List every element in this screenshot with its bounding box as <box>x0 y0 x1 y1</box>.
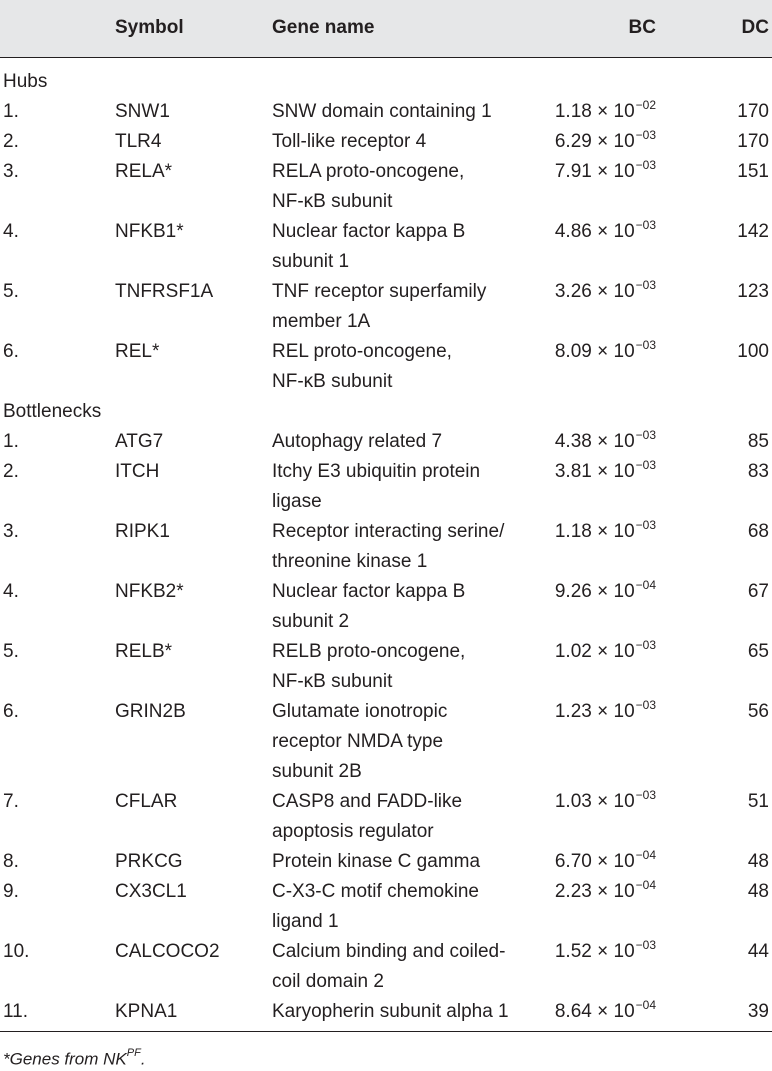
footnote-text: *Genes from NK <box>3 1049 127 1069</box>
bc-exponent: −04 <box>635 998 656 1012</box>
row-number: 11. <box>3 1001 29 1022</box>
section-label: Bottlenecks <box>3 401 102 422</box>
bc-value: $4.38 \times 10^{-03}$ <box>554 428 656 452</box>
gene-symbol: REL* <box>115 341 160 362</box>
bc-mantissa: 1.23 <box>554 701 592 722</box>
gene-name-line: CASP8 and FADD-like <box>272 791 463 812</box>
gene-name-line: C-X3-C motif chemokine <box>272 881 479 902</box>
dc-value: 68 <box>747 521 769 542</box>
bc-exponent: −03 <box>635 938 656 952</box>
header-rule <box>0 57 772 58</box>
bc-mantissa: 8.64 <box>554 1001 592 1022</box>
bc-exponent: −04 <box>635 578 656 592</box>
bc-exponent: −03 <box>635 128 656 142</box>
bc-mantissa: 4.86 <box>554 221 592 242</box>
gene-name-line: Glutamate ionotropic <box>272 701 448 722</box>
bc-value: $6.29 \times 10^{-03}$ <box>554 128 656 152</box>
gene-name-line: ligand 1 <box>272 911 339 932</box>
gene-name-line: member 1A <box>272 311 371 332</box>
dc-value: 51 <box>747 791 769 812</box>
header-bc: BC <box>628 17 656 38</box>
row-number: 1. <box>3 431 19 452</box>
bc-mantissa: 6.29 <box>554 131 592 152</box>
gene-name-line: receptor NMDA type <box>272 731 444 752</box>
gene-name-line: REL proto-oncogene, <box>272 341 452 362</box>
dc-value: 85 <box>747 431 769 452</box>
gene-name <box>272 847 480 877</box>
row-number: 4. <box>3 581 19 602</box>
bc-exponent: −03 <box>635 428 656 442</box>
row-number: 2. <box>3 461 19 482</box>
gene-name <box>272 877 479 937</box>
gene-name-line: subunit 2B <box>272 761 362 782</box>
row-number: 3. <box>3 521 19 542</box>
dc-value: 123 <box>737 281 769 302</box>
footnote-suffix: . <box>140 1049 146 1069</box>
dc-value: 39 <box>747 1001 769 1022</box>
gene-name <box>272 517 504 577</box>
gene-name-line: ligase <box>272 491 322 512</box>
bc-mantissa: 1.52 <box>554 941 592 962</box>
gene-symbol: RELB* <box>115 641 173 662</box>
bc-exponent: −02 <box>635 98 656 112</box>
section-label: Hubs <box>3 71 48 92</box>
bc-exponent: −03 <box>635 158 656 172</box>
gene-name <box>272 937 505 997</box>
header-dc: DC <box>741 17 769 38</box>
bc-exponent: −03 <box>635 518 656 532</box>
row-number: 4. <box>3 221 19 242</box>
gene-name-line: Protein kinase C gamma <box>272 851 481 872</box>
gene-symbol: RELA* <box>115 161 173 182</box>
gene-name-line: Itchy E3 ubiquitin protein <box>272 461 481 482</box>
bc-mantissa: 1.18 <box>554 101 592 122</box>
row-number: 1. <box>3 101 19 122</box>
gene-name-line: TNF receptor superfamily <box>272 281 487 302</box>
bc-exponent: −03 <box>635 278 656 292</box>
gene-name-line: RELA proto-oncogene, <box>272 161 465 182</box>
bc-mantissa: 8.09 <box>554 341 592 362</box>
bc-mantissa: 4.38 <box>554 431 592 452</box>
gene-symbol: GRIN2B <box>115 701 186 722</box>
bc-value: $2.23 \times 10^{-04}$ <box>554 878 656 902</box>
dc-value: 142 <box>737 221 769 242</box>
row-number: 7. <box>3 791 19 812</box>
dc-value: 151 <box>737 161 769 182</box>
bc-exponent: −03 <box>635 458 656 472</box>
dc-value: 100 <box>737 341 769 362</box>
gene-name <box>272 97 492 127</box>
bc-value: $1.23 \times 10^{-03}$ <box>554 698 656 722</box>
table-header <box>0 0 772 57</box>
gene-symbol: PRKCG <box>115 851 183 872</box>
gene-name <box>272 427 442 457</box>
gene-name-line: Nuclear factor kappa B <box>272 221 466 242</box>
bc-exponent: −04 <box>635 848 656 862</box>
bc-mantissa: 7.91 <box>554 161 592 182</box>
bc-exponent: −04 <box>635 878 656 892</box>
dc-value: 83 <box>747 461 769 482</box>
gene-name-line: NF-κB subunit <box>272 191 393 212</box>
bc-value: $1.03 \times 10^{-03}$ <box>554 788 656 812</box>
bc-value: $8.09 \times 10^{-03}$ <box>554 338 656 362</box>
gene-name-line: SNW domain containing 1 <box>272 101 492 122</box>
gene-symbol: KPNA1 <box>115 1001 178 1022</box>
row-number: 9. <box>3 881 19 902</box>
bc-value: $4.86 \times 10^{-03}$ <box>554 218 656 242</box>
bc-exponent: −03 <box>635 338 656 352</box>
gene-name-line: Receptor interacting serine/ <box>272 521 505 542</box>
bc-mantissa: 1.18 <box>554 521 592 542</box>
bc-value: $1.18 \times 10^{-03}$ <box>554 518 656 542</box>
bc-mantissa: 3.26 <box>554 281 592 302</box>
gene-symbol: ATG7 <box>115 431 164 452</box>
gene-name <box>272 277 486 337</box>
dc-value: 65 <box>747 641 769 662</box>
row-number: 6. <box>3 341 19 362</box>
row-number: 10. <box>3 941 30 962</box>
bc-value: $7.91 \times 10^{-03}$ <box>554 158 656 182</box>
bc-exponent: −03 <box>635 698 656 712</box>
dc-value: 170 <box>737 101 769 122</box>
bc-value: $1.52 \times 10^{-03}$ <box>554 938 656 962</box>
gene-name <box>272 337 452 397</box>
gene-name-line: Calcium binding and coiled- <box>272 941 506 962</box>
gene-name-line: coil domain 2 <box>272 971 384 992</box>
gene-name-line: subunit 1 <box>272 251 350 272</box>
footnote-superscript: PF <box>126 1047 141 1059</box>
gene-symbol: TLR4 <box>115 131 162 152</box>
bc-value: $1.18 \times 10^{-02}$ <box>554 98 656 122</box>
gene-name-line: Karyopherin subunit alpha 1 <box>272 1001 509 1022</box>
dc-value: 170 <box>737 131 769 152</box>
gene-symbol: NFKB2* <box>115 581 184 602</box>
gene-symbol: ITCH <box>115 461 160 482</box>
bc-exponent: −03 <box>635 218 656 232</box>
gene-name-line: threonine kinase 1 <box>272 551 428 572</box>
gene-symbol: TNFRSF1A <box>115 281 214 302</box>
bc-value: $3.81 \times 10^{-03}$ <box>554 458 656 482</box>
bottom-rule <box>0 1031 772 1032</box>
bc-mantissa: 1.02 <box>554 641 592 662</box>
gene-name <box>272 997 509 1027</box>
gene-name <box>272 787 462 847</box>
gene-name <box>272 157 464 217</box>
gene-name-line: RELB proto-oncogene, <box>272 641 466 662</box>
gene-name <box>272 577 465 637</box>
gene-name-line: subunit 2 <box>272 611 350 632</box>
gene-symbol: SNW1 <box>115 101 170 122</box>
bc-mantissa: 3.81 <box>554 461 592 482</box>
gene-name-line: NF-κB subunit <box>272 671 393 692</box>
gene-symbol: CALCOCO2 <box>115 941 220 962</box>
gene-name-line: apoptosis regulator <box>272 821 434 842</box>
gene-symbol: NFKB1* <box>115 221 184 242</box>
bc-value: $8.64 \times 10^{-04}$ <box>554 998 656 1022</box>
bc-exponent: −03 <box>635 638 656 652</box>
row-number: 8. <box>3 851 19 872</box>
gene-symbol: CFLAR <box>115 791 178 812</box>
gene-name-line: Toll-like receptor 4 <box>272 131 427 152</box>
gene-name <box>272 457 480 517</box>
gene-symbol: RIPK1 <box>115 521 170 542</box>
dc-value: 56 <box>747 701 769 722</box>
bc-value: $9.26 \times 10^{-04}$ <box>554 578 656 602</box>
row-number: 5. <box>3 641 19 662</box>
bc-exponent: −03 <box>635 788 656 802</box>
dc-value: 44 <box>747 941 769 962</box>
bc-value: $1.02 \times 10^{-03}$ <box>554 638 656 662</box>
header-gene-name: Gene name <box>272 17 375 38</box>
bc-value: $6.70 \times 10^{-04}$ <box>554 848 656 872</box>
dc-value: 67 <box>747 581 769 602</box>
gene-name <box>272 217 465 277</box>
bc-mantissa: 2.23 <box>554 881 592 902</box>
bc-mantissa: 1.03 <box>554 791 592 812</box>
gene-name <box>272 697 447 787</box>
header-symbol: Symbol <box>115 17 184 38</box>
bc-value: $3.26 \times 10^{-03}$ <box>554 278 656 302</box>
bc-mantissa: 6.70 <box>554 851 592 872</box>
row-number: 3. <box>3 161 19 182</box>
gene-name-line: NF-κB subunit <box>272 371 393 392</box>
footnote <box>3 1044 146 1071</box>
row-number: 5. <box>3 281 19 302</box>
gene-name-line: Nuclear factor kappa B <box>272 581 466 602</box>
bc-mantissa: 9.26 <box>554 581 592 602</box>
dc-value: 48 <box>747 881 769 902</box>
row-number: 2. <box>3 131 19 152</box>
gene-name-line: Autophagy related 7 <box>272 431 443 452</box>
gene-symbol: CX3CL1 <box>115 881 187 902</box>
gene-name <box>272 637 465 697</box>
dc-value: 48 <box>747 851 769 872</box>
gene-name <box>272 127 426 157</box>
row-number: 6. <box>3 701 19 722</box>
